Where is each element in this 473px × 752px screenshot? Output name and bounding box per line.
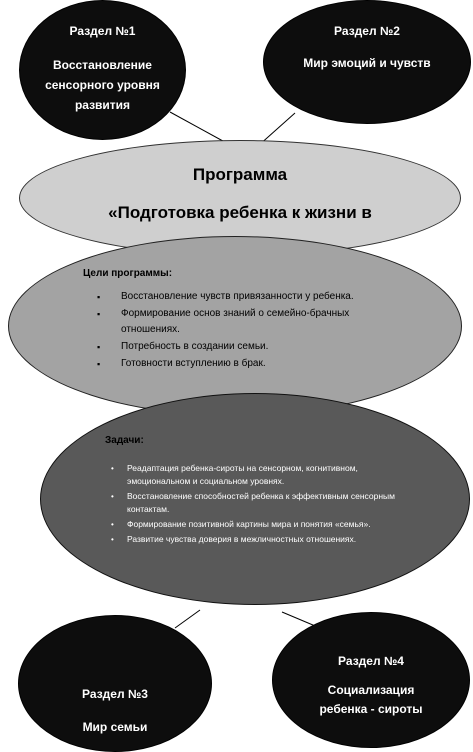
- tasks-heading: Задачи:: [105, 435, 144, 446]
- goals-item: ▪ Потребность в создании семьи.: [95, 339, 365, 355]
- section-3-line: Мир семьи: [82, 720, 148, 734]
- section-1-line: развития: [74, 98, 131, 112]
- section-3-title: Раздел №3: [82, 687, 148, 701]
- section-1-line: Восстановление: [53, 58, 152, 72]
- goals-item: ▪ Готовности вступлению в брак.: [95, 356, 365, 372]
- program-subtitle: «Подготовка ребенка к жизни в: [108, 203, 372, 222]
- section-4-line: ребенка - сироты: [319, 702, 423, 716]
- section-3-ellipse: [18, 615, 212, 752]
- tasks-ellipse: [40, 393, 470, 605]
- section-1-line: сенсорного уровня: [45, 78, 160, 92]
- tasks-item: • Восстановление способностей ребенка к эффективным сенсорным контактам.: [111, 490, 411, 516]
- section-2-desc: [264, 53, 470, 73]
- goals-item: ▪ Восстановление чувств привязанности у ребенка.: [95, 289, 365, 305]
- section-2-line: Мир эмоций и чувств: [303, 56, 431, 70]
- section-1-desc: [20, 55, 185, 115]
- section-4-ellipse: [272, 612, 470, 748]
- tasks-list: [111, 462, 411, 548]
- section-1-title: Раздел №1: [69, 24, 136, 38]
- goals-item: ▪ Формирование основ знаний о семейно-брачных отношениях.: [95, 306, 365, 338]
- section-2-title: Раздел №2: [334, 24, 400, 38]
- section-4-line: Социализация: [327, 683, 415, 697]
- tasks-item: • Развитие чувства доверия в межличностных отношениях.: [111, 533, 411, 546]
- goals-heading: Цели программы:: [83, 268, 173, 279]
- section-4-desc: [273, 681, 469, 719]
- tasks-item: • Реадаптация ребенка-сироты на сенсорном, когнитивном, эмоциональном и социальном уровнях.: [111, 462, 411, 488]
- tasks-item: • Формирование позитивной картины мира и понятия «семья».: [111, 518, 411, 531]
- section-4-title: Раздел №4: [338, 654, 404, 668]
- goals-list: [95, 289, 365, 373]
- goals-ellipse: [8, 236, 462, 416]
- section-2-ellipse: [263, 0, 471, 124]
- section-1-ellipse: [19, 0, 186, 140]
- connector-s3: [175, 610, 200, 628]
- section-3-desc: [19, 717, 211, 737]
- program-title: Программа: [192, 165, 288, 184]
